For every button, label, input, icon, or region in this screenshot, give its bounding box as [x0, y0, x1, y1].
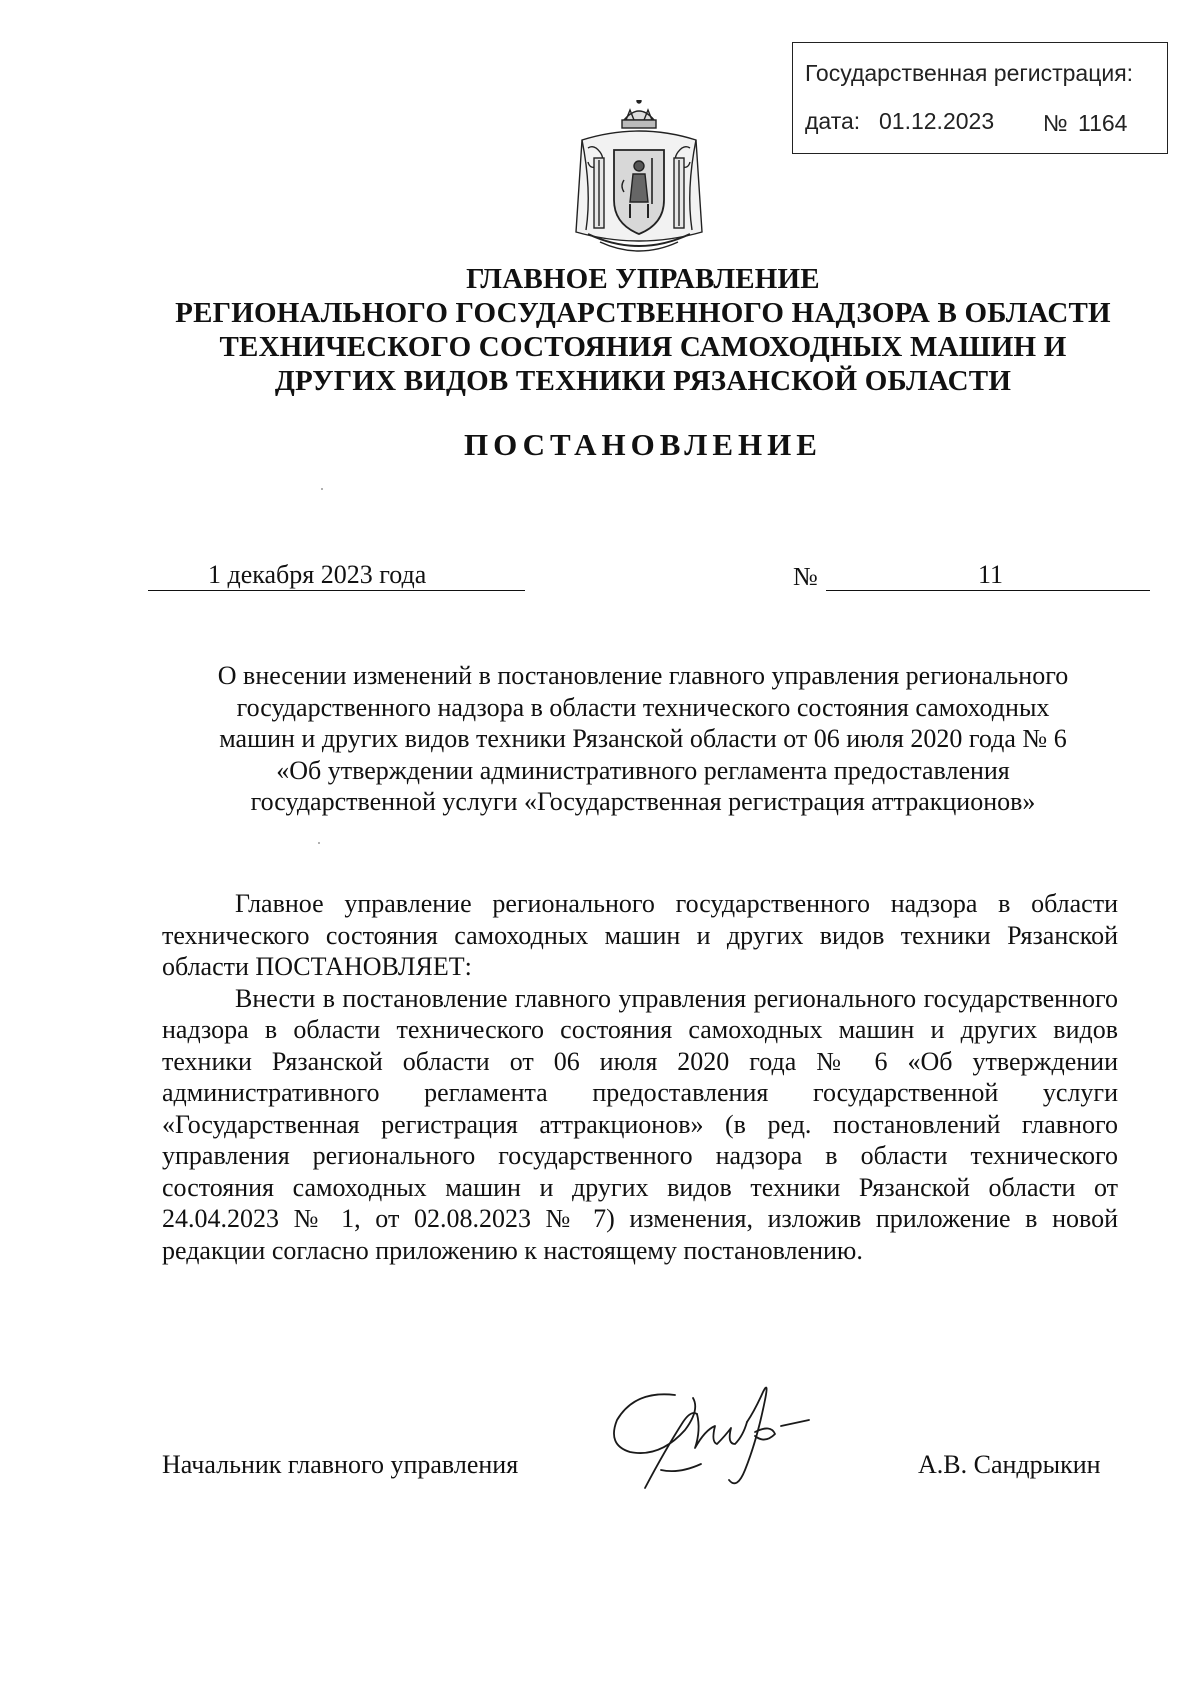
subject-line: О внесении изменений в постановление главного управления регионального	[217, 661, 1069, 690]
registration-number: 1164	[1078, 110, 1128, 136]
agency-line: ТЕХНИЧЕСКОГО СОСТОЯНИЯ САМОХОДНЫХ МАШИН И	[219, 331, 1067, 363]
document-date: 1 декабря 2023 года	[208, 560, 427, 589]
registration-stamp	[792, 42, 1168, 154]
document-type: ПОСТАНОВЛЕНИЕ	[464, 427, 822, 462]
signatory-name: А.В. Сандрыкин	[918, 1450, 1101, 1479]
document-subject	[0, 660, 1200, 818]
agency-line: РЕГИОНАЛЬНОГО ГОСУДАРСТВЕННОГО НАДЗОРА В ОБЛАСТИ	[175, 297, 1111, 329]
document-number-sign: №	[793, 562, 818, 591]
coat-of-arms-icon	[564, 100, 714, 260]
document-date-line	[148, 560, 525, 591]
document-body	[162, 888, 1118, 1266]
body-paragraph: Внести в постановление главного управления регионального государственного надзора в области технического состояния самоходных машин и других видов техники Рязанской области от 06 июля 2020 года № 6 «Об утверждении административного регламента предоставления государственной услуги «Государственная регистрация аттракционов» (в ред. постановлений главного управления регионального государственного надзора в области технического состояния самоходных машин и других видов техники Рязанской области от 24.04.2023 № 1, от 02.08.2023 № 7) изменения, изложив приложение в новой редакции согласно приложению к настоящему постановлению.	[162, 983, 1118, 1265]
body-paragraph: Главное управление регионального государственного надзора в области технического состояния самоходных машин и других видов техники Рязанской области ПОСТАНОВЛЯЕТ:	[162, 889, 1118, 981]
registration-number-sign: №	[1043, 110, 1068, 136]
subject-line: государственного надзора в области технического состояния самоходных	[236, 692, 1050, 722]
subject-line: «Об утверждении административного регламента предоставления	[276, 755, 1010, 785]
subject-line: государственной услуги «Государственная регистрация аттракционов»	[250, 787, 1036, 816]
handwritten-signature-icon	[605, 1370, 825, 1510]
registration-date: 01.12.2023	[879, 108, 995, 134]
registration-title: Государственная регистрация:	[805, 60, 1134, 86]
document-number: 11	[978, 560, 1004, 589]
agency-heading	[0, 262, 1200, 398]
scan-speck	[321, 488, 323, 490]
agency-line: ГЛАВНОЕ УПРАВЛЕНИЕ	[466, 263, 820, 295]
document-number-line	[826, 560, 1150, 591]
registration-date-label: дата:	[805, 108, 861, 134]
subject-line: машин и других видов техники Рязанской области от 06 июля 2020 года № 6	[219, 724, 1067, 753]
scan-speck	[318, 842, 320, 844]
signatory-position: Начальник главного управления	[162, 1450, 519, 1479]
agency-line: ДРУГИХ ВИДОВ ТЕХНИКИ РЯЗАНСКОЙ ОБЛАСТИ	[274, 365, 1012, 397]
